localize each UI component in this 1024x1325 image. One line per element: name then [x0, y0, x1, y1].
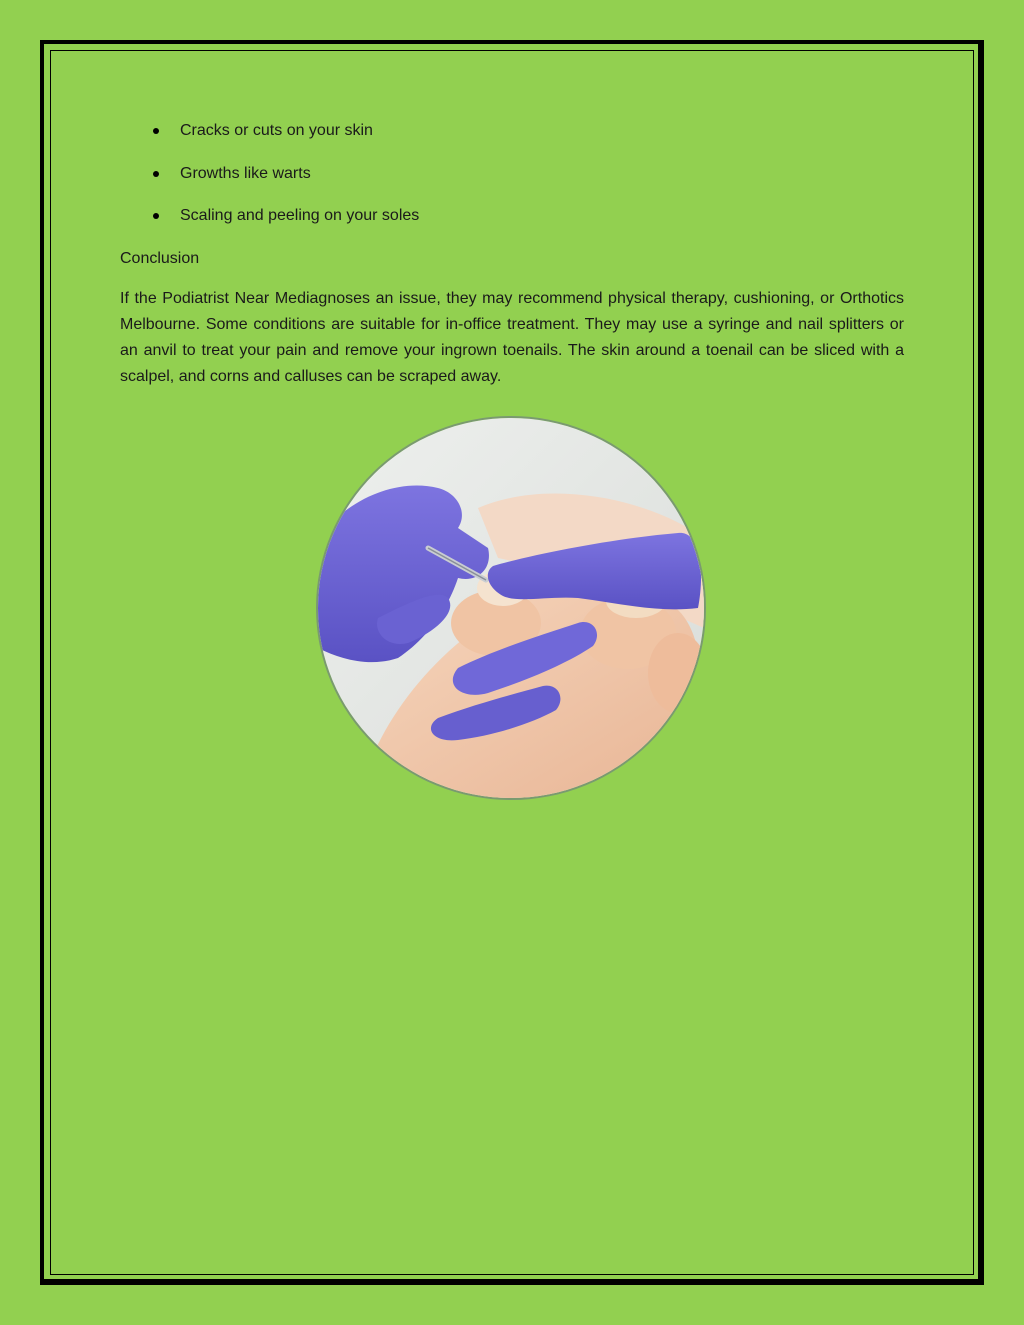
list-item-text: Growths like warts [180, 164, 311, 182]
section-heading: Conclusion [120, 249, 200, 267]
bullet-icon [153, 171, 159, 177]
list-item-text: Cracks or cuts on your skin [180, 122, 373, 139]
document-body [120, 118, 904, 390]
podiatry-illustration [318, 418, 704, 798]
body-paragraph: If the Podiatrist Near Mediagnoses an issue, they may recommend physical therapy, cushioning, or Orthotics Melbourne. Some conditions are suitable for in-office treatment. They may use a syringe and nail splitters or an anvil to treat your pain and remove your ingrown toenails. The skin around a toenail can be sliced with a scalpel, and corns and calluses can be scraped away. [120, 289, 904, 385]
podiatry-photo [318, 418, 704, 798]
bullet-icon [153, 213, 159, 219]
list-item-text: Scaling and peeling on your soles [180, 207, 420, 224]
list-item [120, 161, 904, 187]
bullet-icon [153, 128, 159, 134]
bullet-list [120, 118, 904, 229]
list-item [120, 203, 904, 229]
list-item [120, 118, 904, 144]
